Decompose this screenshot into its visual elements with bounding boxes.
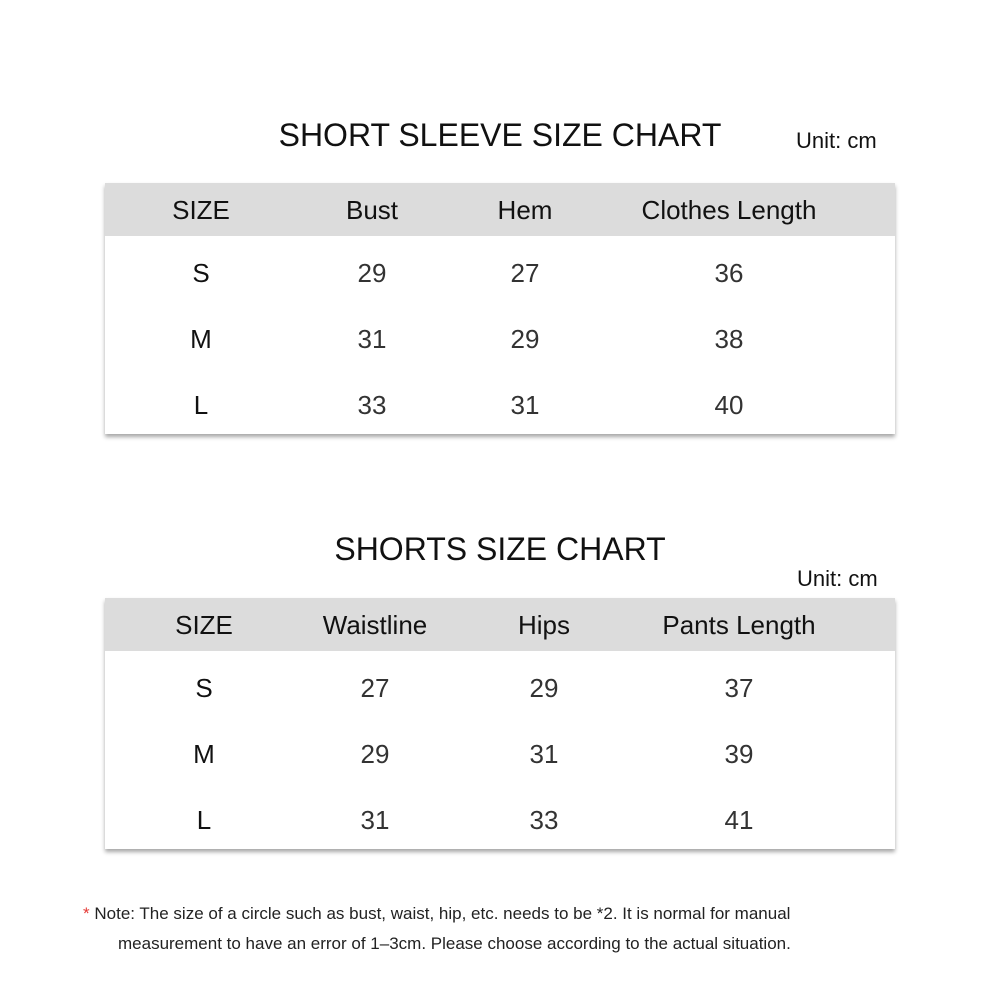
- table-row: [105, 717, 895, 783]
- measurement-value: 29: [529, 673, 559, 703]
- table-row: [105, 651, 895, 717]
- table-row: [105, 302, 895, 368]
- measurement-value: 27: [510, 258, 540, 288]
- measurement-value: 29: [357, 258, 387, 288]
- measurement-value: 36: [714, 258, 744, 288]
- size-label: L: [196, 805, 212, 835]
- table-header: [105, 183, 895, 236]
- column-header: Hips: [517, 610, 571, 640]
- size-label: L: [193, 390, 209, 420]
- measurement-value: 27: [360, 673, 390, 703]
- measurement-value: 29: [510, 324, 540, 354]
- column-header: Pants Length: [662, 610, 816, 640]
- measurement-value: 40: [714, 390, 744, 420]
- table-row: [105, 368, 895, 434]
- column-header: SIZE: [175, 610, 233, 640]
- size-label: M: [193, 739, 215, 769]
- asterisk-icon: *: [83, 904, 90, 923]
- table-header: [105, 598, 895, 651]
- table-row: [105, 236, 895, 302]
- table2-title: SHORTS SIZE CHART: [334, 531, 666, 567]
- table-row: [105, 783, 895, 849]
- measurement-value: 31: [510, 390, 540, 420]
- size-label: S: [192, 258, 210, 288]
- measurement-value: 29: [360, 739, 390, 769]
- size-label: M: [190, 324, 212, 354]
- column-header: Bust: [345, 195, 399, 225]
- measurement-value: 31: [529, 739, 559, 769]
- column-header: Clothes Length: [641, 195, 817, 225]
- column-header: Hem: [497, 195, 553, 225]
- measurement-value: 39: [724, 739, 754, 769]
- measurement-value: 33: [529, 805, 559, 835]
- measurement-value: 31: [360, 805, 390, 835]
- table1-title: SHORT SLEEVE SIZE CHART: [278, 117, 722, 153]
- measurement-value: 38: [714, 324, 744, 354]
- table1-unit: Unit: cm: [796, 128, 877, 153]
- size-label: S: [195, 673, 213, 703]
- note-line-2: measurement to have an error of 1–3cm. Please choose according to the actual situation.: [118, 934, 791, 953]
- note-text-1: Note: The size of a circle such as bust, waist, hip, etc. needs to be *2. It is normal for manual: [94, 904, 791, 923]
- shorts-size-table: [105, 598, 895, 849]
- measurement-value: 33: [357, 390, 387, 420]
- column-header: Waistline: [322, 610, 428, 640]
- short-sleeve-size-table: [105, 183, 895, 434]
- measurement-value: 41: [724, 805, 754, 835]
- measurement-value: 37: [724, 673, 754, 703]
- column-header: SIZE: [172, 195, 230, 225]
- measurement-value: 31: [357, 324, 387, 354]
- table2-unit: Unit: cm: [797, 566, 878, 591]
- note-line-1: [83, 904, 790, 924]
